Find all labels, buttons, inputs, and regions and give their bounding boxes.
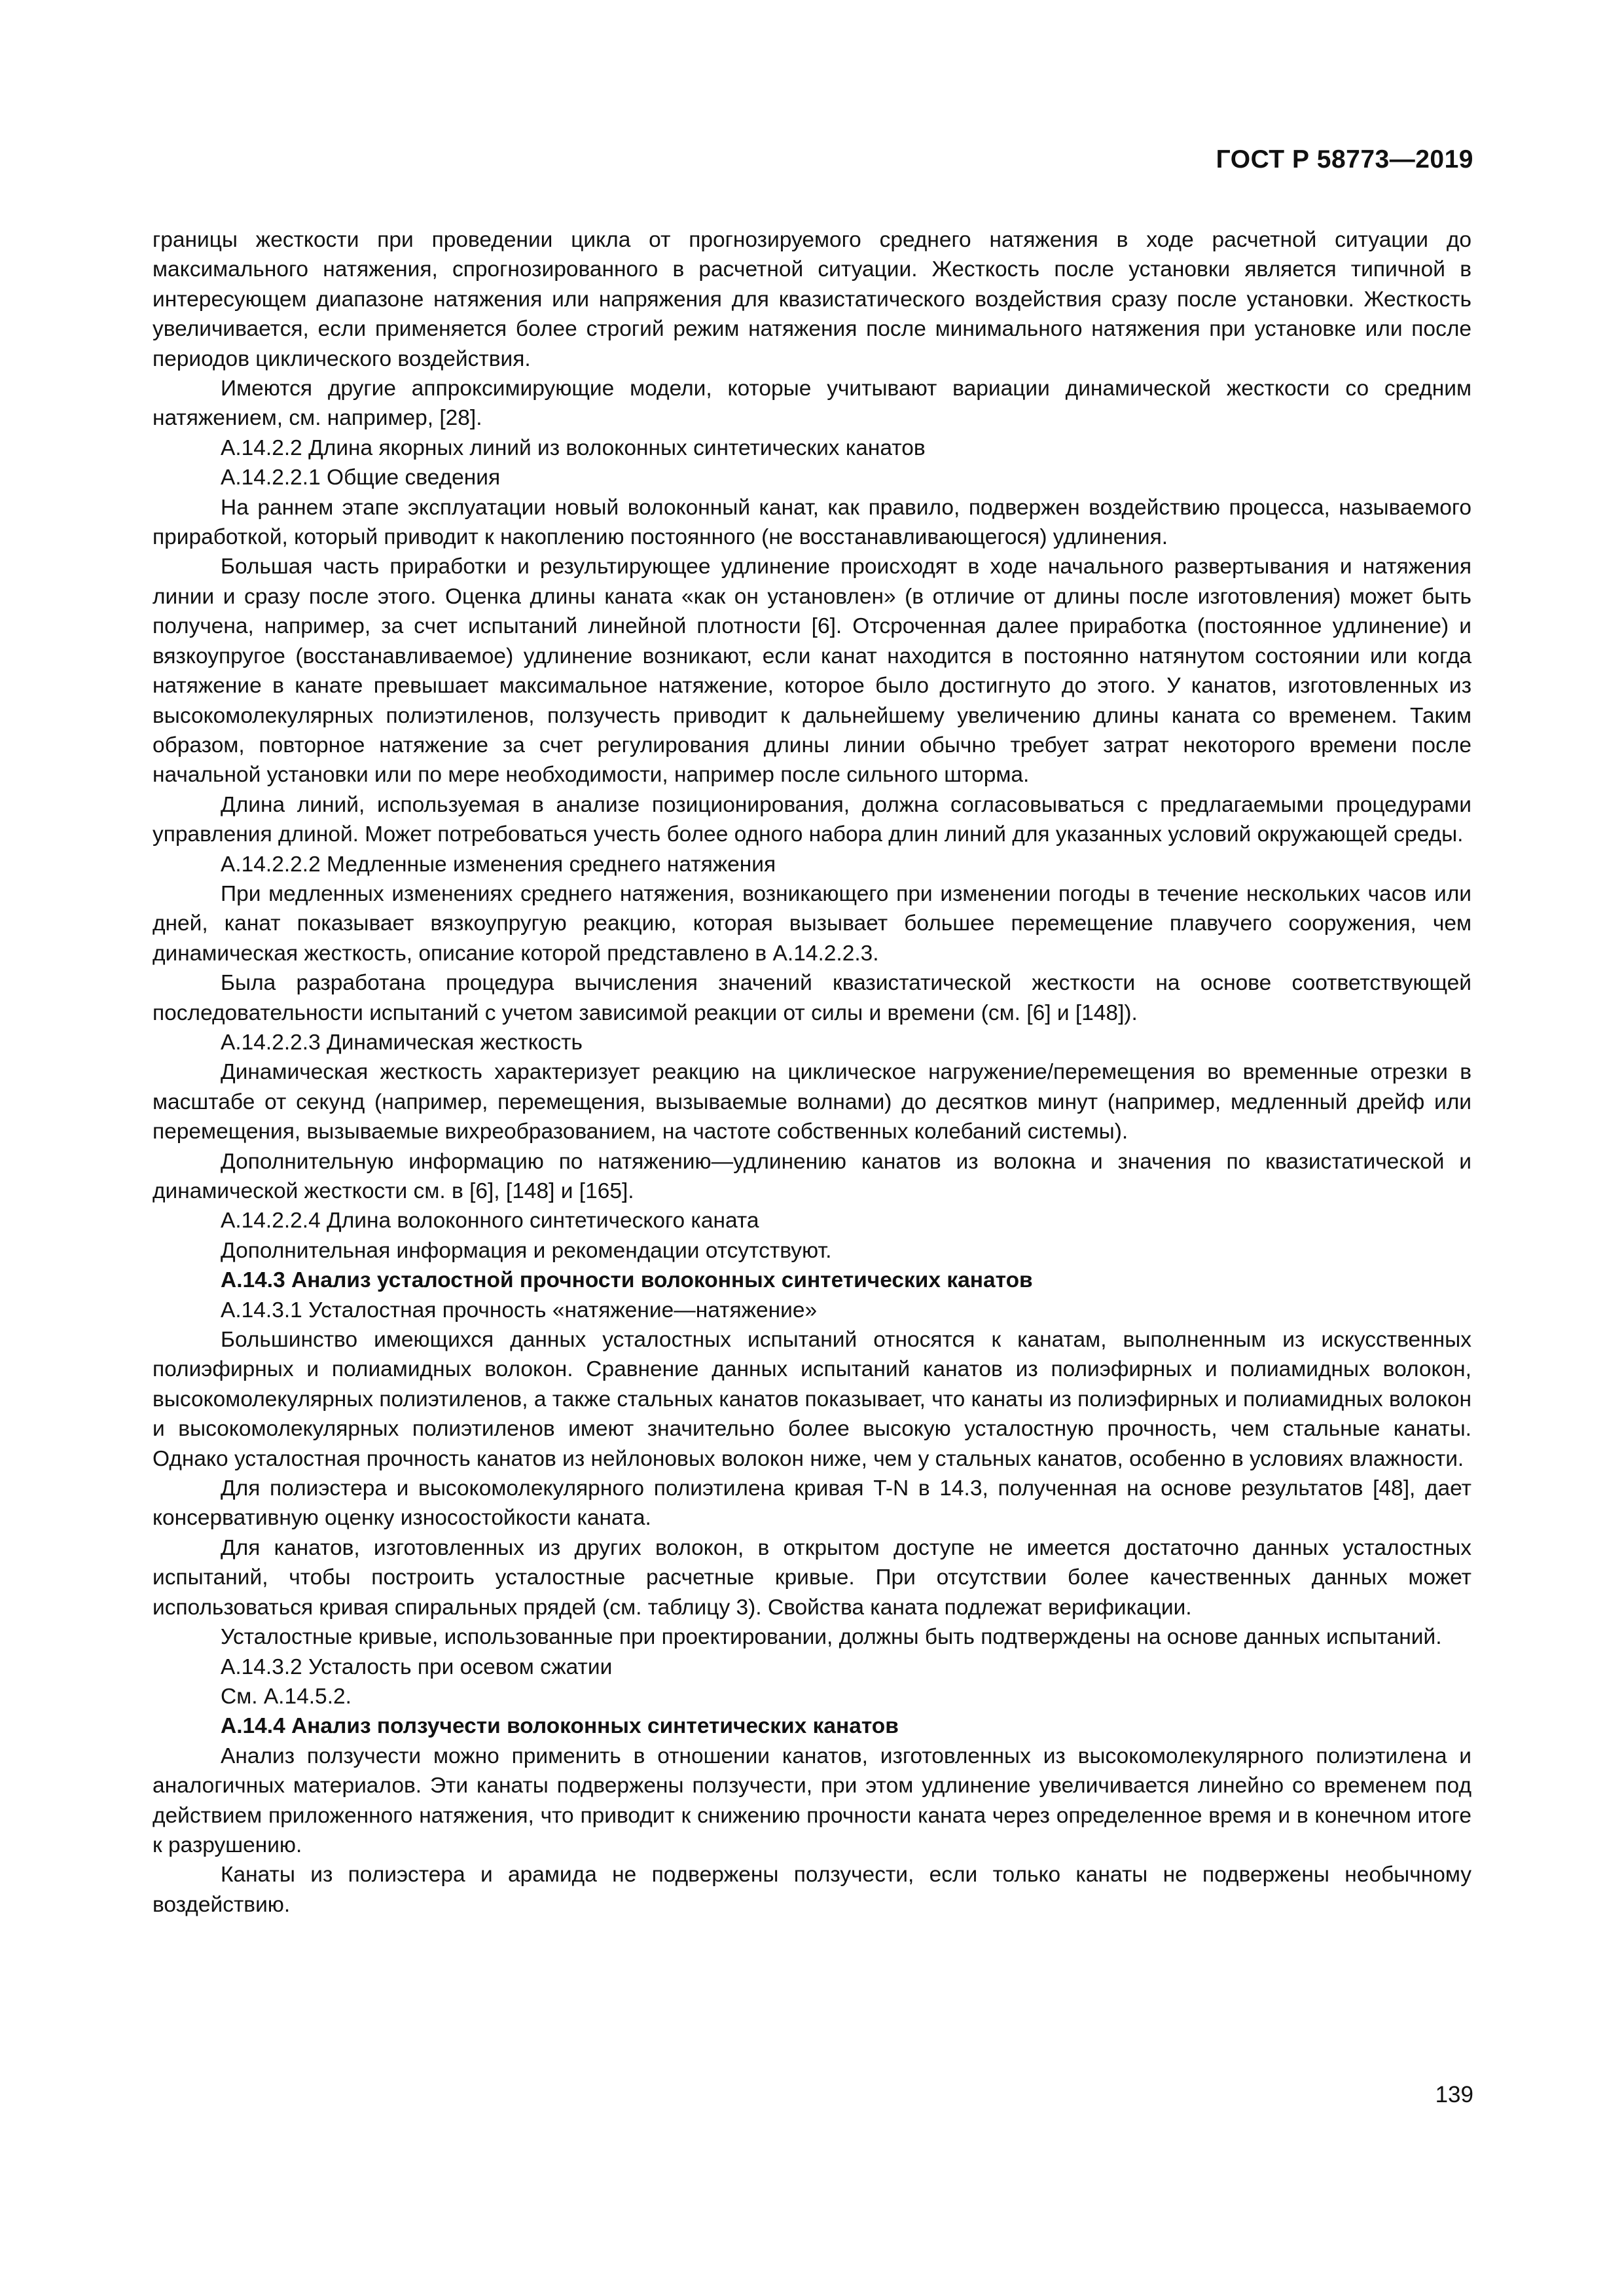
paragraph: Имеются другие аппроксимирующие модели, которые учитывают вариации динамической жесткости со средним натяжением, см. например, [28]. <box>153 376 1471 431</box>
subsection-heading: А.14.2.2.2 Медленные изменения среднего натяжения <box>221 852 776 877</box>
paragraph: Дополнительную информацию по натяжению—удлинению канатов из волокна и значения по квазистатической и динамической жесткости см. в [6], [148] и [165]. <box>153 1149 1471 1203</box>
paragraph: Дополнительная информация и рекомендации отсутствуют. <box>221 1238 832 1263</box>
paragraph: На раннем этапе эксплуатации новый волоконный канат, как правило, подвержен воздействию процесса, называемого приработкой, который приводит к накоплению постоянного (не восстанавливающегося) удлинения. <box>153 495 1471 550</box>
subsection-heading: А.14.2.2.3 Динамическая жесткость <box>221 1030 583 1055</box>
section-heading: А.14.3 Анализ усталостной прочности волоконных синтетических канатов <box>221 1268 1033 1293</box>
paragraph: Длина линий, используемая в анализе позиционирования, должна согласовываться с предлагаемыми процедурами управления длиной. Может потребоваться учесть более одного набора длин линий для указанных условий окружающей среды. <box>153 792 1471 847</box>
paragraph: Усталостные кривые, использованные при проектировании, должны быть подтверждены на основе данных испытаний. <box>221 1625 1442 1650</box>
subsection-heading: А.14.3.1 Усталостная прочность «натяжение—натяжение» <box>221 1298 818 1322</box>
cross-reference: См. А.14.5.2. <box>221 1684 352 1709</box>
document-body <box>153 225 1471 1920</box>
paragraph: Анализ ползучести можно применить в отношении канатов, изготовленных из высокомолекулярного полиэтилена и аналогичных материалов. Эти канаты подвержены ползучести, при этом удлинение увеличивается линейно со временем под действием приложенного натяжения, что приводит к снижению прочности каната через определенное время и в конечном итоге к разрушению. <box>153 1743 1471 1857</box>
subsection-heading: А.14.2.2.4 Длина волоконного синтетического каната <box>221 1209 759 1233</box>
subsection-heading: А.14.2.2 Длина якорных линий из волоконных синтетических канатов <box>221 435 926 460</box>
paragraph: Канаты из полиэстера и арамида не подвержены ползучести, если только канаты не подвержены необычному воздействию. <box>153 1863 1471 1917</box>
paragraph: При медленных изменениях среднего натяжения, возникающего при изменении погоды в течение нескольких часов или дней, канат показывает вязкоупругую реакцию, которая вызывает большее перемещение плавучего сооружения, чем динамическая жесткость, описание которой представлено в А.14.2.2.3. <box>153 881 1471 966</box>
paragraph: границы жесткости при проведении цикла от прогнозируемого среднего натяжения в ходе расчетной ситуации до максимального натяжения, спрогнозированного в расчетной ситуации. Жесткость после установки является типичной в интересующем диапазоне натяжения или напряжения для квазистатического воздействия сразу после установки. Жесткость увеличивается, если применяется более строгий режим натяжения после минимального натяжения при установке или после периодов циклического воздействия. <box>153 228 1471 371</box>
paragraph: Для полиэстера и высокомолекулярного полиэтилена кривая T-N в 14.3, полученная на основе результатов [48], дает консервативную оценку износостойкости каната. <box>153 1476 1471 1531</box>
paragraph: Для канатов, изготовленных из других волокон, в открытом доступе не имеется достаточно данных усталостных испытаний, чтобы построить усталостные расчетные кривые. При отсутствии более качественных данных может использоваться кривая спиральных прядей (см. таблицу 3). Свойства каната подлежат верификации. <box>153 1535 1471 1620</box>
paragraph: Большая часть приработки и результирующее удлинение происходят в ходе начального развертывания и натяжения линии и сразу после этого. Оценка длины каната «как он установлен» (в отличие от длины после изготовления) может быть получена, например, за счет испытаний линейной плотности [6]. Отсроченная далее приработка (постоянное удлинение) и вязкоупругое (восстанавливаемое) удлинение возникают, если канат находится в постоянно натянутом состоянии или когда натяжение в канате превышает максимальное натяжение, которое было достигнуто до этого. У канатов, изготовленных из высокомолекулярных полиэтиленов, ползучесть приводит к дальнейшему увеличению длины каната со временем. Таким образом, повторное натяжение за счет регулирования длины линии обычно требует затрат некоторого времени после начальной установки или по мере необходимости, например после сильного шторма. <box>153 555 1471 788</box>
paragraph: Была разработана процедура вычисления значений квазистатической жесткости на основе соответствующей последовательности испытаний с учетом зависимой реакции от силы и времени (см. [6] и [148]). <box>153 971 1471 1025</box>
paragraph: Динамическая жесткость характеризует реакцию на циклическое нагружение/перемещения во временные отрезки в масштабе от секунд (например, перемещения, вызываемые волнами) до десятков минут (например, медленный дрейф или перемещения, вызываемые вихреобразованием, на частоте собственных колебаний системы). <box>153 1060 1471 1144</box>
section-heading: А.14.4 Анализ ползучести волоконных синтетических канатов <box>221 1714 899 1739</box>
subsection-heading: А.14.2.2.1 Общие сведения <box>221 465 501 490</box>
paragraph: Большинство имеющихся данных усталостных испытаний относятся к канатам, выполненным из искусственных полиэфирных и полиамидных волокон. Сравнение данных испытаний канатов из полиэфирных и полиамидных волокон, высокомолекулярных полиэтиленов, а также стальных канатов показывает, что канаты из полиэфирных и полиамидных волокон и высокомолекулярных полиэтиленов имеют значительно более высокую усталостную прочность, чем стальные канаты. Однако усталостная прочность канатов из нейлоновых волокон ниже, чем у стальных канатов, особенно в условиях влажности. <box>153 1328 1471 1471</box>
subsection-heading: А.14.3.2 Усталость при осевом сжатии <box>221 1654 613 1679</box>
page-number: 139 <box>1435 2082 1473 2107</box>
document-code-header: ГОСТ Р 58773—2019 <box>1216 145 1473 173</box>
